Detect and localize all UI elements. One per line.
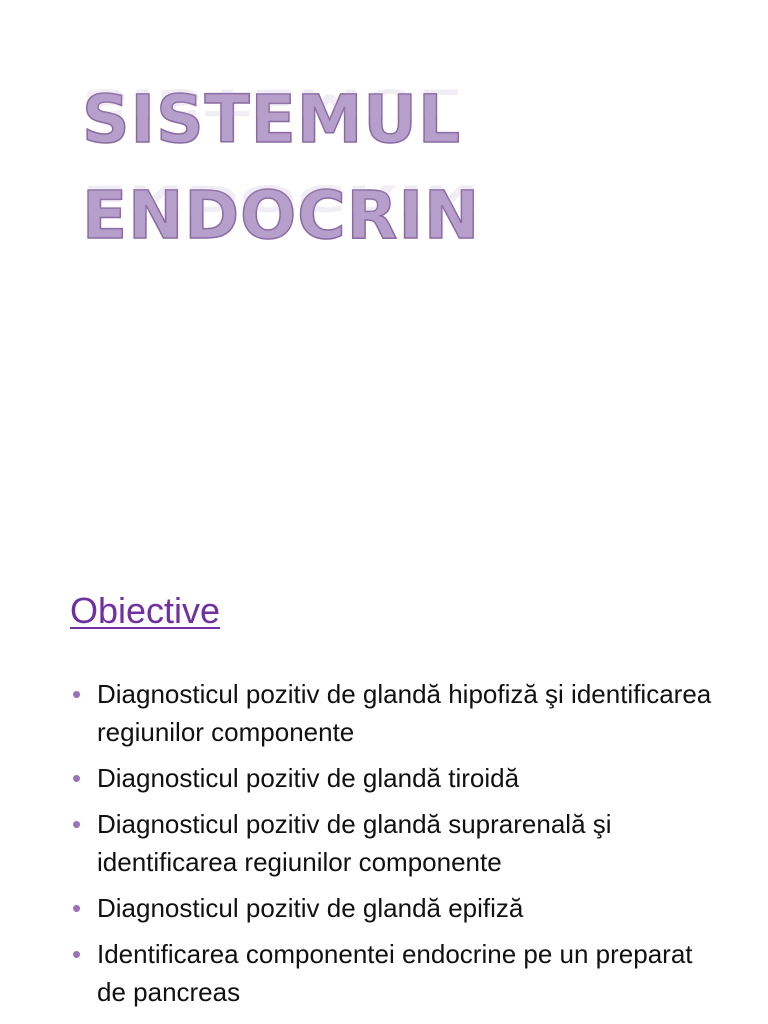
title-line-1: SISTEMUL SISTEMUL bbox=[82, 72, 682, 168]
list-item-text: Identificarea componentei endocrine pe un preparat de pancreas bbox=[97, 939, 693, 1007]
objectives-list bbox=[70, 675, 720, 1019]
bullet-icon: • bbox=[72, 679, 82, 709]
bullet-icon: • bbox=[72, 763, 82, 793]
list-item bbox=[70, 935, 720, 1011]
title-line-2: ENDOCRIN ENDOCRIN bbox=[82, 168, 682, 264]
list-item-text: Diagnosticul pozitiv de glandă hipofiză şi identificarea regiunilor componente bbox=[97, 679, 712, 747]
bullet-icon: • bbox=[72, 809, 82, 839]
list-item bbox=[70, 675, 720, 751]
slide-title bbox=[82, 72, 682, 264]
list-item-text: Diagnosticul pozitiv de glandă suprarenală şi identificarea regiunilor componente bbox=[97, 809, 612, 877]
list-item-text: Diagnosticul pozitiv de glandă epifiză bbox=[97, 893, 524, 923]
list-item-text: Diagnosticul pozitiv de glandă tiroidă bbox=[97, 763, 520, 793]
list-item bbox=[70, 805, 720, 881]
objectives-heading: Obiective bbox=[70, 590, 221, 631]
list-item bbox=[70, 889, 720, 927]
bullet-icon: • bbox=[72, 939, 82, 969]
list-item bbox=[70, 759, 720, 797]
bullet-icon: • bbox=[72, 893, 82, 923]
